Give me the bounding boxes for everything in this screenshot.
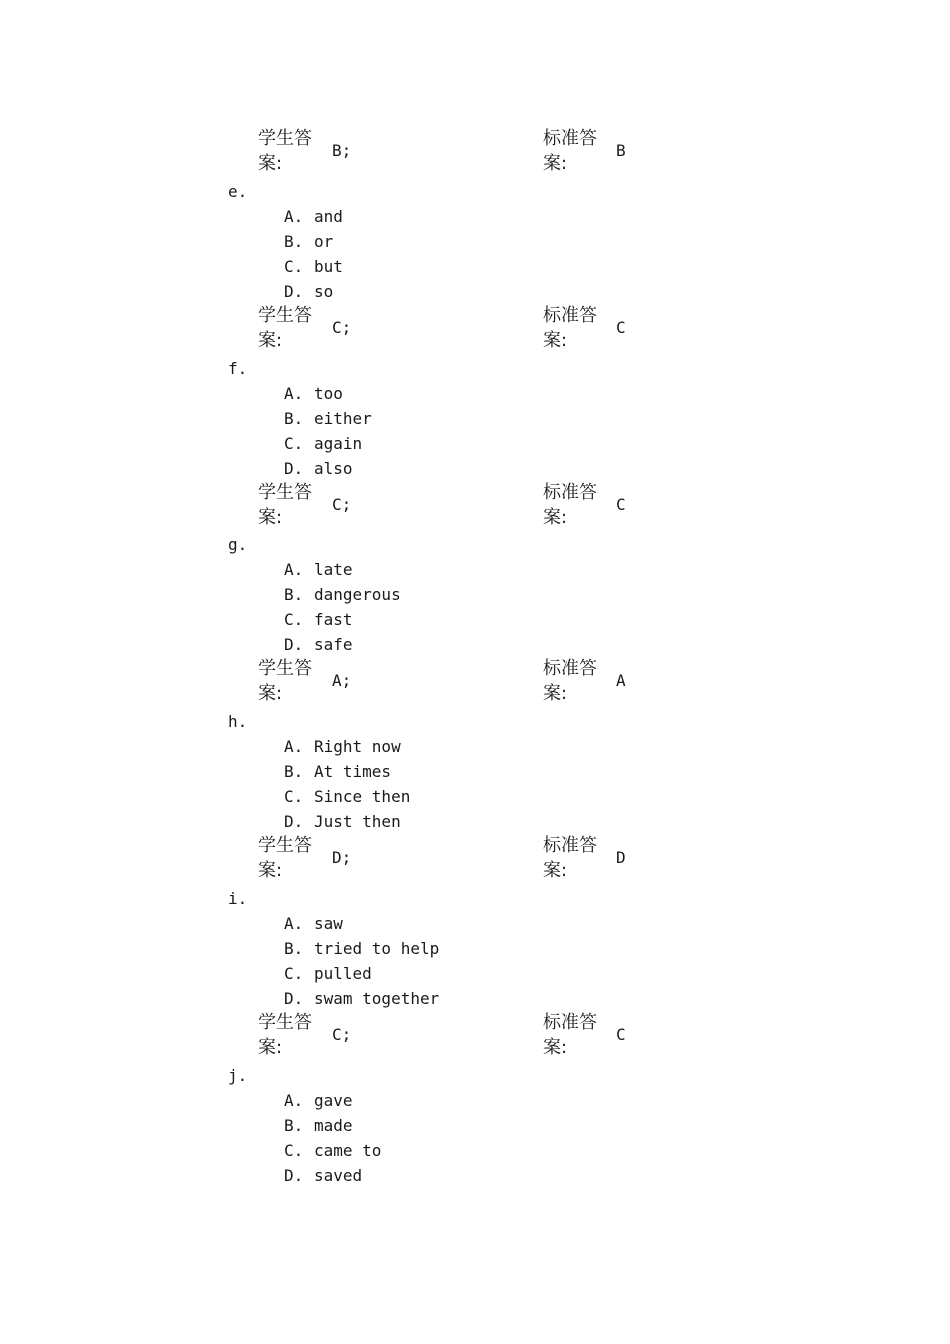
option-key: C. <box>284 1141 304 1160</box>
option-text: tried to help <box>314 939 440 958</box>
student-answer-value: D; <box>332 848 352 867</box>
option-text: fast <box>314 610 353 629</box>
option-text: so <box>314 282 334 301</box>
option-text: safe <box>314 635 353 654</box>
option-text: saw <box>314 914 343 933</box>
standard-answer-label: 标准答 案: <box>543 305 597 351</box>
option-key: B. <box>284 232 304 251</box>
option-key: A. <box>284 737 304 756</box>
question-label: e. <box>228 182 248 201</box>
standard-answer-label: 标准答 案: <box>543 1012 597 1058</box>
option-text: again <box>314 434 363 453</box>
student-answer-label: 学生答 案: <box>258 128 312 174</box>
option-text: made <box>314 1116 353 1135</box>
option-text: late <box>314 560 353 579</box>
student-answer-label: 学生答 案: <box>258 1012 312 1058</box>
option-key: D. <box>284 635 304 654</box>
standard-answer-value: B <box>616 141 626 160</box>
student-answer-label: 学生答 案: <box>258 482 312 528</box>
option-key: D. <box>284 989 304 1008</box>
option-text: dangerous <box>314 585 401 604</box>
standard-answer-value: C <box>616 1025 626 1044</box>
student-answer-value: C; <box>332 318 352 337</box>
option-key: A. <box>284 560 304 579</box>
option-text: Just then <box>314 812 401 831</box>
option-text: either <box>314 409 372 428</box>
option-text: At times <box>314 762 392 781</box>
option-text: gave <box>314 1091 353 1110</box>
question-label: g. <box>228 535 248 554</box>
option-key: C. <box>284 964 304 983</box>
standard-answer-label: 标准答 案: <box>543 658 597 704</box>
standard-answer-label: 标准答 案: <box>543 128 597 174</box>
option-key: C. <box>284 434 304 453</box>
standard-answer-value: C <box>616 495 626 514</box>
option-key: B. <box>284 939 304 958</box>
standard-answer-value: C <box>616 318 626 337</box>
question-label: h. <box>228 712 248 731</box>
option-text: saved <box>314 1166 363 1185</box>
student-answer-value: B; <box>332 141 352 160</box>
student-answer-label: 学生答 案: <box>258 658 312 704</box>
student-answer-label: 学生答 案: <box>258 835 312 881</box>
option-key: D. <box>284 459 304 478</box>
option-key: B. <box>284 1116 304 1135</box>
student-answer-value: C; <box>332 1025 352 1044</box>
option-text: pulled <box>314 964 372 983</box>
option-key: A. <box>284 1091 304 1110</box>
option-key: A. <box>284 384 304 403</box>
option-key: A. <box>284 207 304 226</box>
question-label: j. <box>228 1066 248 1085</box>
standard-answer-value: A <box>616 671 626 690</box>
option-key: B. <box>284 585 304 604</box>
student-answer-value: A; <box>332 671 352 690</box>
standard-answer-label: 标准答 案: <box>543 482 597 528</box>
option-text: also <box>314 459 353 478</box>
question-label: f. <box>228 359 248 378</box>
option-text: Right now <box>314 737 401 756</box>
option-text: too <box>314 384 343 403</box>
option-key: D. <box>284 1166 304 1185</box>
student-answer-label: 学生答 案: <box>258 305 312 351</box>
option-text: and <box>314 207 343 226</box>
option-text: or <box>314 232 334 251</box>
option-text: swam together <box>314 989 440 1008</box>
option-key: B. <box>284 762 304 781</box>
standard-answer-value: D <box>616 848 626 867</box>
option-key: B. <box>284 409 304 428</box>
option-text: Since then <box>314 787 411 806</box>
option-text: came to <box>314 1141 382 1160</box>
standard-answer-label: 标准答 案: <box>543 835 597 881</box>
option-text: but <box>314 257 343 276</box>
option-key: C. <box>284 787 304 806</box>
option-key: D. <box>284 812 304 831</box>
option-key: C. <box>284 610 304 629</box>
student-answer-value: C; <box>332 495 352 514</box>
option-key: D. <box>284 282 304 301</box>
question-label: i. <box>228 889 248 908</box>
option-key: C. <box>284 257 304 276</box>
option-key: A. <box>284 914 304 933</box>
